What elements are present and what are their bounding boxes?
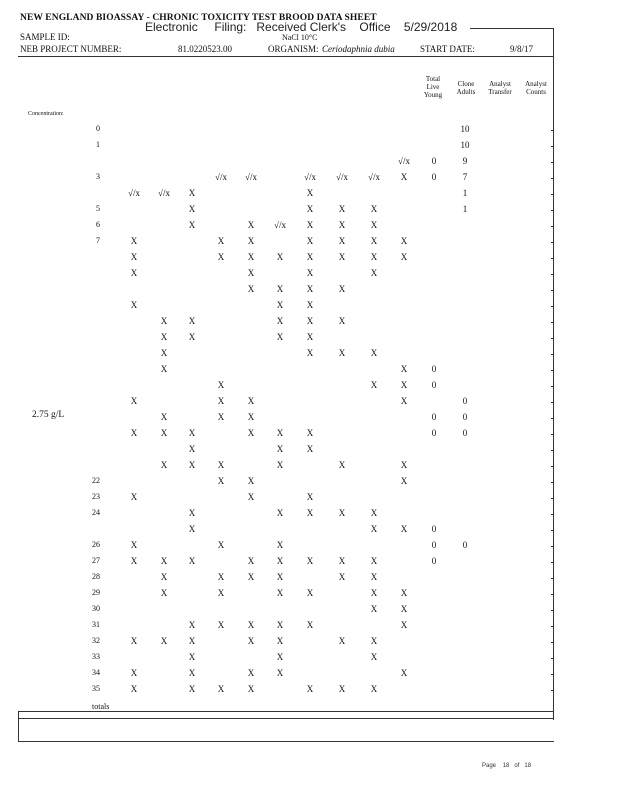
row-tick	[551, 242, 553, 243]
brood-cell: X	[400, 396, 408, 406]
day-label: 3	[96, 172, 100, 181]
brood-cell: X	[130, 252, 138, 262]
row-tick	[551, 306, 553, 307]
brood-cell: X	[160, 316, 168, 326]
day-label: 0	[96, 124, 100, 133]
row-tick	[551, 274, 553, 275]
row-tick	[551, 610, 553, 611]
brood-cell: X	[217, 588, 225, 598]
brood-cell: X	[130, 428, 138, 438]
clone-adults-cell: 10	[460, 140, 470, 150]
brood-cell: X	[370, 268, 378, 278]
brood-cell: X	[188, 332, 196, 342]
brood-cell: X	[276, 444, 284, 454]
day-label: 30	[92, 604, 100, 613]
stamp-office: Office	[359, 20, 391, 34]
brood-cell: X	[400, 172, 408, 182]
brood-cell: X	[370, 204, 378, 214]
brood-cell: X	[247, 396, 255, 406]
brood-cell: X	[247, 252, 255, 262]
brood-cell: X	[338, 684, 346, 694]
row-tick	[551, 130, 553, 131]
col-header-clone-adults: Clone Adults	[456, 80, 476, 96]
col-header-total-live-young: Total Live Young	[423, 75, 443, 99]
brood-cell: X	[306, 284, 314, 294]
brood-cell: X	[370, 652, 378, 662]
row-tick	[551, 194, 553, 195]
brood-cell: X	[188, 188, 196, 198]
brood-cell: X	[370, 556, 378, 566]
nacl-note: NaCl 10°C	[282, 33, 318, 42]
brood-cell: X	[160, 348, 168, 358]
brood-cell: X	[370, 524, 378, 534]
brood-cell: X	[247, 268, 255, 278]
brood-cell: X	[188, 204, 196, 214]
col-header-analyst-counts: Analyst Counts	[525, 80, 547, 96]
stamp-received: Received Clerk's	[256, 20, 347, 34]
brood-cell: X	[338, 236, 346, 246]
brood-cell: X	[247, 284, 255, 294]
stamp-box-right	[553, 28, 554, 720]
col-header-analyst-transfer: Analyst Transfer	[488, 80, 512, 96]
table-foot-rule	[18, 741, 554, 742]
brood-cell: X	[130, 492, 138, 502]
brood-cell: X	[370, 252, 378, 262]
clone-adults-cell: 1	[462, 204, 468, 214]
row-tick	[551, 658, 553, 659]
row-tick	[551, 546, 553, 547]
brood-cell: X	[276, 572, 284, 582]
day-label: 6	[96, 220, 100, 229]
brood-cell: X	[400, 380, 408, 390]
concentration-label: Concentration:	[28, 111, 64, 117]
brood-cell: X	[188, 524, 196, 534]
brood-cell: X	[400, 476, 408, 486]
brood-cell: X	[130, 668, 138, 678]
brood-cell: X	[217, 620, 225, 630]
brood-cell: X	[130, 300, 138, 310]
row-tick	[551, 146, 553, 147]
stamp-filing: Filing:	[214, 20, 247, 34]
clone-adults-cell: 0	[462, 412, 468, 422]
brood-cell: X	[247, 476, 255, 486]
page-number: 18	[502, 763, 510, 769]
clone-adults-cell: 7	[462, 172, 468, 182]
day-label: 31	[92, 620, 100, 629]
brood-cell: X	[217, 684, 225, 694]
brood-cell: X	[400, 524, 408, 534]
brood-cell: X	[247, 220, 255, 230]
brood-cell: X	[306, 428, 314, 438]
row-tick	[551, 626, 553, 627]
day-label: 23	[92, 492, 100, 501]
brood-cell: X	[370, 604, 378, 614]
brood-cell: X	[370, 588, 378, 598]
clone-adults-cell: 0	[462, 396, 468, 406]
brood-cell: X	[188, 220, 196, 230]
brood-cell: X	[188, 460, 196, 470]
brood-cell: X	[160, 460, 168, 470]
brood-cell: X	[338, 508, 346, 518]
brood-cell: X	[276, 332, 284, 342]
brood-cell: X	[217, 540, 225, 550]
day-label: 34	[92, 668, 100, 677]
row-tick	[551, 386, 553, 387]
clone-adults-cell: 1	[462, 188, 468, 198]
brood-cell: √/x	[128, 188, 140, 198]
day-label: 35	[92, 684, 100, 693]
brood-cell: X	[338, 284, 346, 294]
brood-cell: X	[276, 636, 284, 646]
day-label: 33	[92, 652, 100, 661]
brood-cell: X	[276, 540, 284, 550]
sheet-title: NEW ENGLAND BIOASSAY - CHRONIC TOXICITY TEST BROOD DATA SHEET	[20, 13, 377, 23]
clone-adults-cell: 10	[460, 124, 470, 134]
clone-adults-cell: 0	[462, 428, 468, 438]
brood-cell: X	[276, 556, 284, 566]
project-number-label: NEB PROJECT NUMBER:	[20, 44, 122, 54]
brood-cell: X	[276, 300, 284, 310]
start-date-label: START DATE:	[420, 44, 475, 54]
stamp-date: 5/29/2018	[403, 20, 458, 34]
brood-cell: X	[400, 668, 408, 678]
brood-cell: X	[370, 380, 378, 390]
brood-cell: X	[247, 236, 255, 246]
brood-cell: X	[306, 348, 314, 358]
brood-cell: 0	[431, 524, 437, 534]
brood-cell: X	[276, 284, 284, 294]
sample-id-label: SAMPLE ID:	[20, 32, 70, 42]
day-label: 27	[92, 556, 100, 565]
brood-cell: X	[370, 220, 378, 230]
brood-cell: X	[217, 252, 225, 262]
brood-cell: X	[400, 604, 408, 614]
row-tick	[551, 258, 553, 259]
row-tick	[551, 466, 553, 467]
row-tick	[551, 370, 553, 371]
brood-cell: X	[160, 364, 168, 374]
row-tick	[551, 514, 553, 515]
brood-cell: X	[188, 668, 196, 678]
brood-cell: X	[130, 684, 138, 694]
brood-cell: X	[247, 572, 255, 582]
brood-cell: X	[130, 396, 138, 406]
brood-cell: X	[306, 252, 314, 262]
brood-cell: X	[217, 476, 225, 486]
brood-cell: X	[306, 620, 314, 630]
brood-cell: X	[338, 252, 346, 262]
organism-value: Ceriodaphnia dubia	[322, 44, 395, 54]
brood-cell: X	[400, 236, 408, 246]
page-footer	[482, 763, 531, 769]
brood-cell: X	[160, 636, 168, 646]
organism-label: ORGANISM:	[268, 44, 319, 54]
totals-label: totals	[92, 702, 110, 711]
brood-cell: X	[188, 508, 196, 518]
brood-cell: X	[188, 636, 196, 646]
brood-cell: X	[400, 620, 408, 630]
brood-cell: X	[306, 236, 314, 246]
brood-cell: X	[160, 332, 168, 342]
brood-cell: 0	[431, 156, 437, 166]
brood-cell: 0	[431, 540, 437, 550]
brood-cell: X	[306, 300, 314, 310]
row-tick	[551, 578, 553, 579]
brood-cell: X	[338, 572, 346, 582]
header-rule	[18, 56, 554, 57]
brood-cell: X	[306, 444, 314, 454]
brood-cell: X	[276, 508, 284, 518]
brood-cell: X	[247, 620, 255, 630]
brood-cell: 0	[431, 556, 437, 566]
row-tick	[551, 562, 553, 563]
brood-cell: X	[130, 236, 138, 246]
brood-cell: X	[188, 444, 196, 454]
brood-cell: X	[188, 684, 196, 694]
row-tick	[551, 418, 553, 419]
brood-cell: X	[338, 556, 346, 566]
brood-cell: X	[130, 636, 138, 646]
brood-cell: 0	[431, 172, 437, 182]
brood-cell: X	[188, 428, 196, 438]
brood-cell: X	[306, 204, 314, 214]
brood-cell: X	[276, 316, 284, 326]
row-tick	[551, 178, 553, 179]
row-tick	[551, 690, 553, 691]
row-tick	[551, 642, 553, 643]
brood-cell: √/x	[304, 172, 316, 182]
row-tick	[551, 290, 553, 291]
brood-cell: X	[130, 268, 138, 278]
brood-cell: √/x	[368, 172, 380, 182]
table-bottom-rule-2	[18, 718, 554, 719]
brood-cell: √/x	[274, 220, 286, 230]
brood-cell: X	[247, 412, 255, 422]
brood-cell: X	[338, 348, 346, 358]
brood-cell: X	[306, 556, 314, 566]
brood-cell: X	[276, 620, 284, 630]
row-tick	[551, 162, 553, 163]
brood-cell: X	[247, 428, 255, 438]
brood-cell: X	[338, 204, 346, 214]
brood-cell: X	[217, 380, 225, 390]
brood-cell: √/x	[215, 172, 227, 182]
day-label: 29	[92, 588, 100, 597]
brood-cell: 0	[431, 380, 437, 390]
brood-cell: √/x	[245, 172, 257, 182]
brood-cell: X	[370, 348, 378, 358]
brood-cell: X	[160, 428, 168, 438]
brood-cell: X	[217, 236, 225, 246]
brood-cell: X	[338, 220, 346, 230]
table-bottom-rule	[18, 711, 554, 712]
brood-cell: X	[306, 332, 314, 342]
brood-cell: X	[400, 364, 408, 374]
brood-cell: X	[370, 636, 378, 646]
brood-cell: X	[338, 316, 346, 326]
brood-cell: X	[247, 668, 255, 678]
brood-cell: X	[400, 460, 408, 470]
brood-cell: X	[306, 220, 314, 230]
row-tick	[551, 594, 553, 595]
day-label: 28	[92, 572, 100, 581]
concentration-value: 2.75 g/L	[32, 410, 65, 420]
brood-cell: X	[247, 492, 255, 502]
brood-cell: X	[370, 508, 378, 518]
row-tick	[551, 322, 553, 323]
brood-cell: X	[247, 556, 255, 566]
brood-cell: X	[306, 268, 314, 278]
day-label: 7	[96, 236, 100, 245]
row-tick	[551, 354, 553, 355]
brood-cell: X	[338, 636, 346, 646]
brood-cell: 0	[431, 428, 437, 438]
row-tick	[551, 210, 553, 211]
brood-cell: X	[276, 652, 284, 662]
brood-cell: X	[188, 316, 196, 326]
brood-cell: X	[370, 684, 378, 694]
start-date-value: 9/8/17	[510, 44, 534, 54]
brood-cell: X	[400, 252, 408, 262]
brood-cell: X	[276, 588, 284, 598]
row-tick	[551, 226, 553, 227]
brood-cell: X	[306, 316, 314, 326]
day-label: 24	[92, 508, 100, 517]
page-label: Page	[482, 763, 497, 769]
brood-cell: X	[217, 572, 225, 582]
row-tick	[551, 498, 553, 499]
brood-cell: √/x	[336, 172, 348, 182]
brood-cell: X	[370, 572, 378, 582]
day-label: 22	[92, 476, 100, 485]
brood-cell: X	[306, 492, 314, 502]
brood-cell: X	[338, 460, 346, 470]
brood-cell: X	[217, 460, 225, 470]
brood-cell: X	[160, 588, 168, 598]
day-label: 32	[92, 636, 100, 645]
row-tick	[551, 434, 553, 435]
brood-cell: √/x	[398, 156, 410, 166]
stamp-electronic: Electronic	[145, 20, 198, 34]
day-label: 26	[92, 540, 100, 549]
brood-cell: X	[276, 668, 284, 678]
brood-cell: X	[306, 684, 314, 694]
brood-cell: X	[306, 588, 314, 598]
brood-cell: X	[160, 556, 168, 566]
brood-cell: X	[188, 652, 196, 662]
stamp-box-top	[470, 28, 554, 29]
day-label: 5	[96, 204, 100, 213]
row-tick	[551, 402, 553, 403]
row-tick	[551, 450, 553, 451]
day-label: 1	[96, 140, 100, 149]
brood-cell: X	[276, 460, 284, 470]
page-of: of	[514, 763, 520, 769]
brood-cell: X	[160, 412, 168, 422]
brood-cell: X	[370, 236, 378, 246]
clone-adults-cell: 9	[462, 156, 468, 166]
brood-cell: X	[247, 684, 255, 694]
brood-cell: X	[400, 588, 408, 598]
page-total: 18	[524, 763, 532, 769]
row-tick	[551, 482, 553, 483]
row-tick	[551, 674, 553, 675]
row-tick	[551, 338, 553, 339]
brood-cell: X	[130, 556, 138, 566]
project-number-value: 81.0220523.00	[178, 44, 232, 54]
brood-cell: X	[217, 412, 225, 422]
brood-cell: X	[247, 636, 255, 646]
brood-cell: X	[160, 572, 168, 582]
brood-cell: √/x	[158, 188, 170, 198]
brood-cell: X	[130, 540, 138, 550]
brood-cell: X	[217, 396, 225, 406]
brood-cell: X	[306, 188, 314, 198]
brood-cell: X	[276, 428, 284, 438]
brood-cell: X	[188, 620, 196, 630]
brood-cell: X	[276, 252, 284, 262]
brood-cell: X	[306, 508, 314, 518]
row-tick	[551, 530, 553, 531]
clone-adults-cell: 0	[462, 540, 468, 550]
brood-cell: X	[188, 556, 196, 566]
table-left-rule	[18, 711, 19, 741]
brood-cell: 0	[431, 364, 437, 374]
brood-cell: 0	[431, 412, 437, 422]
